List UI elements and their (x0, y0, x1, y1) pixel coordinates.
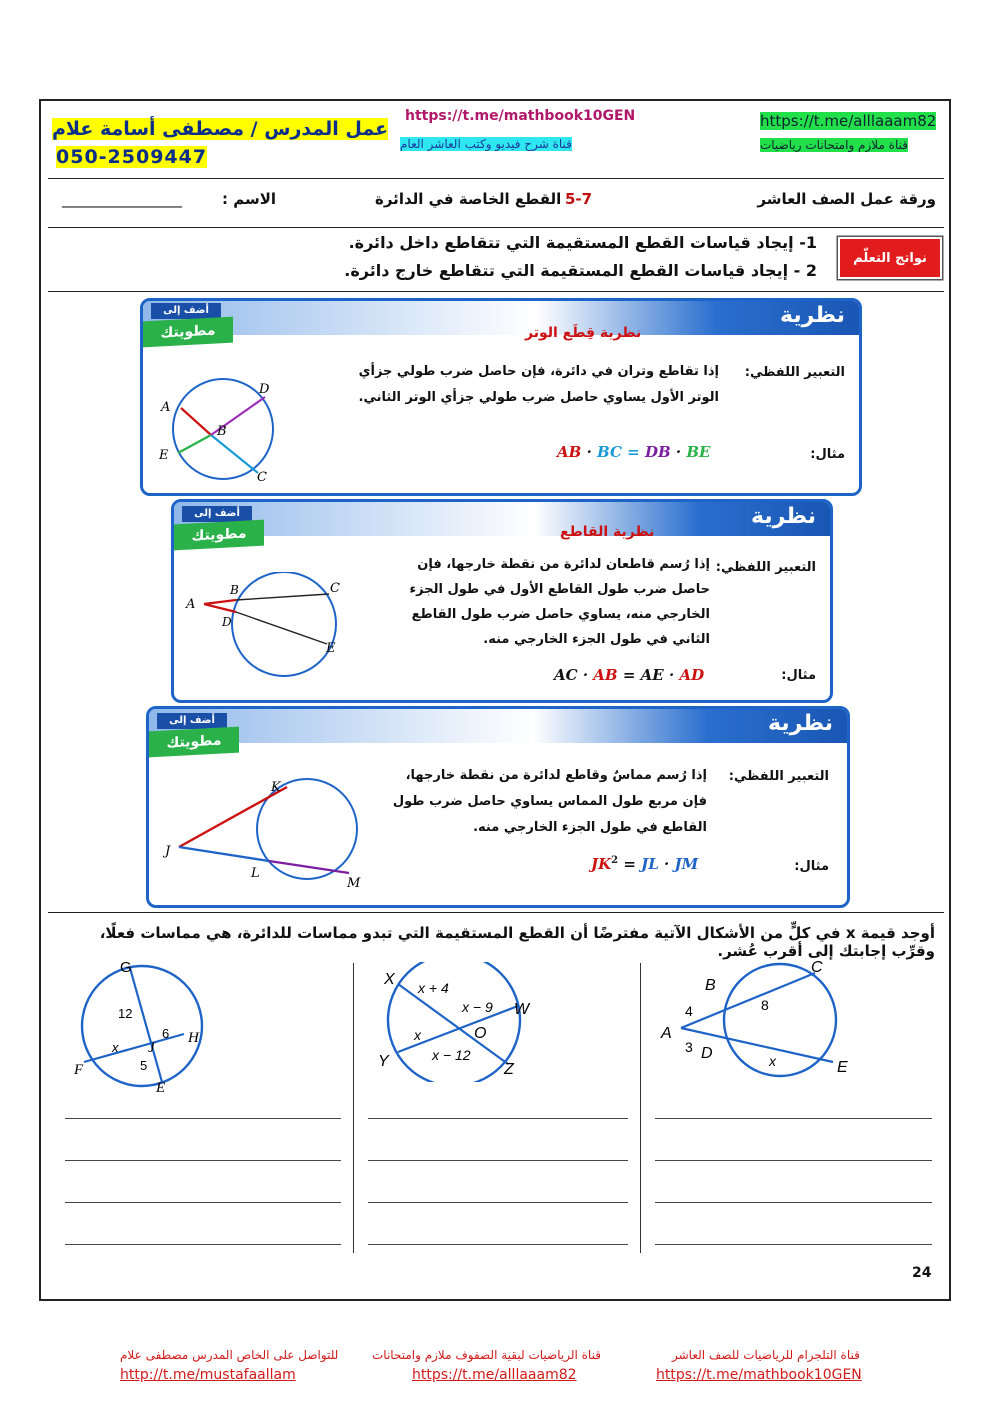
teacher-name: عمل المدرس / مصطفى أسامة علام (52, 118, 389, 140)
learning-goals-badge: نواتج التعلّم (838, 237, 942, 279)
point-label-J: J (148, 1040, 155, 1056)
theorem-card-tangent-secant (146, 706, 850, 908)
secant-AC (236, 594, 329, 600)
answer-line[interactable] (368, 1244, 628, 1245)
segment-expression: x (414, 1027, 421, 1043)
goal-item: 1- إيجاد قياسات القطع المستقيمة التي تتقاطع داخل دائرة. (348, 233, 817, 252)
card-header-bar (143, 301, 859, 335)
goal-item: 2 - إيجاد قياسات القطع المستقيمة التي تتقاطع خارج دائرة. (344, 261, 817, 280)
add-to-foldable-tag: أضف إلى مطويتك (149, 713, 241, 757)
secant-AC (681, 973, 815, 1028)
channel-caption-mathbook: قناة شرح فيديو وكتب العاشر العام (400, 137, 572, 151)
channel-link-alllaaam[interactable]: https://t.me/alllaaam82 (760, 112, 937, 130)
example-label: مثال: (810, 447, 845, 462)
point-label-D: D (222, 615, 232, 629)
theorem-title: نظرية (751, 504, 816, 529)
circle (232, 572, 336, 676)
lesson-number: 5-7 (565, 190, 593, 208)
chord-diagram (153, 373, 283, 487)
segment-value: x (112, 1040, 119, 1055)
point-label-B: B (705, 977, 716, 994)
card-header-bar (149, 709, 847, 743)
theorem-title: نظرية (768, 711, 833, 736)
example-label: مثال: (794, 859, 829, 874)
exercise-instruction: أوجد قيمة x في كلٍّ من الأشكال الآتية مفترضًا أن القطع المستقيمة التي تبدو مماسات للدائرة، هي مماسات فعلًا، وقرِّب إجابتك إلى أقرب عُشر. (99, 924, 935, 960)
answer-line[interactable] (655, 1202, 932, 1203)
verbal-label: التعبير اللفظي: (744, 365, 845, 380)
point-label-H: H (188, 1030, 199, 1046)
footer-link-mustafaallam[interactable]: http://t.me/mustafaallam (120, 1367, 296, 1383)
verbal-label: التعبير اللفظي: (728, 769, 829, 784)
answer-line[interactable] (65, 1244, 341, 1245)
example-label: مثال: (781, 668, 816, 683)
theorem-text: إذا رُسم مماسٌ وقاطع لدائرة من نقطة خارجها، فإن مربع طول المماس يساوي حاصل ضرب طول القاطع في طول الجزء الخارجي منه. (392, 768, 707, 835)
answer-line[interactable] (368, 1160, 628, 1161)
theorem-formula: $JK^2$ = JL · JM (591, 855, 699, 873)
secant-external-AB (204, 600, 236, 604)
point-label-E: E (159, 448, 169, 463)
segment-BC (211, 435, 258, 473)
theorem-formula: AB · BC = DB · BE (557, 443, 711, 461)
answer-line[interactable] (65, 1160, 341, 1161)
exercise-figure-chords-J (72, 958, 222, 1098)
theorem-card-secants (171, 499, 833, 703)
footer-caption: للتواصل على الخاص المدرس مصطفى علام (120, 1348, 339, 1362)
theorem-card-chords (140, 298, 862, 496)
answer-line[interactable] (65, 1202, 341, 1203)
point-label-M: M (347, 876, 361, 891)
point-label-O: O (474, 1025, 487, 1042)
segment-expression: x − 9 (462, 999, 493, 1015)
point-label-C: C (257, 470, 267, 485)
point-label-A: A (661, 1025, 672, 1042)
footer-link-alllaaam[interactable]: https://t.me/alllaaam82 (412, 1367, 577, 1383)
point-label-E: E (156, 1080, 166, 1096)
theorem-title: نظرية (780, 303, 845, 328)
point-label-G: G (120, 959, 132, 976)
segment-value: 4 (685, 1003, 693, 1019)
point-label-X: X (384, 971, 395, 988)
point-label-K: K (271, 780, 281, 795)
point-label-W: W (514, 1001, 530, 1018)
point-label-F: F (74, 1062, 84, 1078)
answer-line[interactable] (655, 1244, 932, 1245)
name-label: الاسم : (222, 190, 277, 208)
segment-value: 3 (685, 1039, 693, 1055)
verbal-label: التعبير اللفظي: (715, 560, 816, 575)
tangent-secant-diagram (157, 775, 377, 891)
segment-value: x (769, 1053, 776, 1069)
segment-value: 5 (140, 1058, 148, 1073)
channel-caption-alllaaam: قناة ملازم وامتحانات رياضيات (760, 138, 908, 152)
footer-caption: قناة الرياضيات لبقية الصفوف ملازم وامتحانات (372, 1348, 601, 1362)
worksheet-title: ورقة عمل الصف العاشر (757, 190, 936, 208)
footer-caption: قناة التلجرام للرياضيات للصف العاشر (672, 1348, 860, 1362)
segment-value: 8 (761, 997, 769, 1013)
divider (48, 912, 944, 913)
column-divider (640, 963, 641, 1253)
secant-external-JL (179, 847, 269, 861)
theorem-text: إذا تقاطع وتران في دائرة، فإن حاصل ضرب طولي جزأي الوتر الأول يساوي حاصل ضرب طولي جزأي الوتر الثاني. (358, 364, 719, 405)
segment-expression: x + 4 (418, 980, 449, 996)
point-label-B: B (230, 583, 239, 597)
segment-value: 6 (162, 1026, 170, 1041)
answer-line[interactable] (655, 1160, 932, 1161)
divider (48, 178, 944, 179)
point-label-D: D (259, 382, 270, 397)
secant-diagram (184, 572, 344, 682)
exercise-figure-chords-center (372, 962, 552, 1082)
point-label-B: B (217, 424, 227, 439)
divider (48, 291, 944, 292)
point-label-A: A (161, 400, 171, 415)
point-label-D: D (701, 1045, 713, 1062)
theorem-subtitle: نظرية قِطَع الوتر (525, 325, 642, 341)
answer-line[interactable] (368, 1202, 628, 1203)
lesson-title: القطع الخاصة في الدائرة (375, 190, 562, 208)
page-number: 24 (912, 1265, 932, 1281)
tangent-JK (179, 787, 287, 847)
point-label-J: J (165, 844, 171, 859)
point-label-Y: Y (378, 1053, 389, 1070)
point-label-C: C (330, 581, 340, 596)
exercise-figure-secants (655, 958, 855, 1078)
theorem-formula: AC · AB = AE · AD (554, 666, 705, 684)
circle (388, 962, 520, 1082)
segment-expression: x − 12 (432, 1047, 471, 1063)
answer-line[interactable] (368, 1118, 628, 1119)
name-blank[interactable]: ________________ (62, 190, 182, 208)
secant-external-AD (204, 604, 236, 612)
footer-link-mathbook[interactable]: https://t.me/mathbook10GEN (656, 1367, 862, 1383)
card-header-bar (174, 502, 830, 536)
column-divider (353, 963, 354, 1253)
segment-BE (178, 435, 211, 453)
add-to-foldable-tag: أضف إلى مطويتك (143, 303, 235, 347)
segment-AB (181, 408, 211, 435)
theorem-text: إذا رُسم قاطعان لدائرة من نقطة خارجها، فإن حاصل ضرب طول القاطع الأول في طول الجزء الخارجي منه، يساوي حاصل ضرب طول القاطع الثاني في طول الجزء الخارجي منه. (409, 557, 710, 647)
theorem-subtitle: نظرية القاطع (560, 524, 655, 540)
point-label-A: A (186, 597, 196, 612)
point-label-L: L (251, 866, 260, 881)
teacher-phone: 050-2509447 (56, 146, 208, 168)
point-label-E: E (326, 641, 336, 656)
add-to-foldable-tag: أضف إلى مطويتك (174, 506, 266, 550)
point-label-C: C (811, 959, 823, 976)
answer-line[interactable] (655, 1118, 932, 1119)
point-label-Z: Z (504, 1061, 514, 1078)
point-label-E: E (837, 1059, 848, 1076)
segment-value: 12 (118, 1006, 133, 1021)
divider (48, 227, 944, 228)
answer-line[interactable] (65, 1118, 341, 1119)
channel-link-mathbook[interactable]: https://t.me/mathbook10GEN (405, 108, 636, 124)
secant-AE (236, 612, 327, 644)
